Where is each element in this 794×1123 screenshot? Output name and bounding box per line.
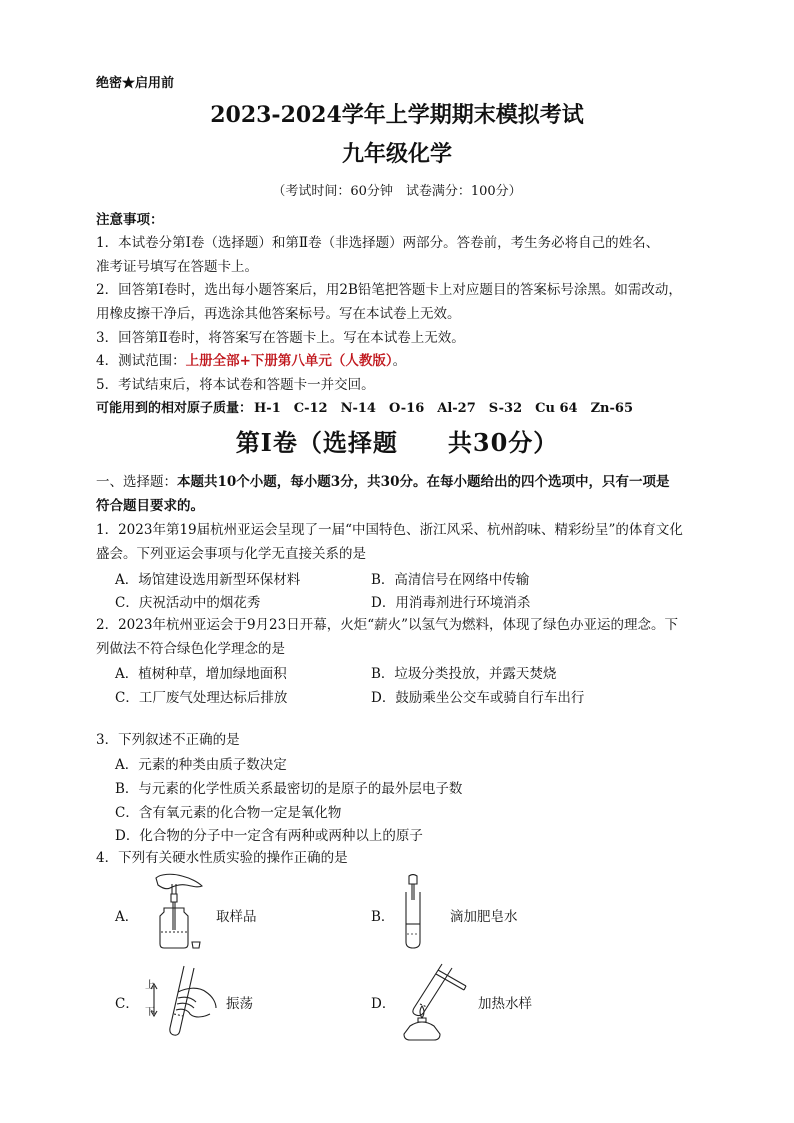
q4-option-c-figure: [140, 962, 220, 1042]
q3-option-c: C．含有氧元素的化合物一定是氧化物: [115, 805, 342, 821]
mass-h: H-1: [254, 401, 281, 416]
q4-option-d-caption: 加热水样: [478, 996, 532, 1012]
q4-stem: 4．下列有关硬水性质实验的操作正确的是: [96, 850, 348, 866]
note-2a: 2．回答第Ⅰ卷时，选出每小题答案后，用2B铅笔把答题卡上对应题目的答案标号涂黑。如需改动，: [96, 282, 682, 298]
q4-option-c-down-label: 下: [145, 1007, 155, 1018]
q4-option-c-up-label: 上: [145, 980, 155, 991]
atomic-masses: [96, 399, 646, 419]
q2-option-a: A．植树种草，增加绿地面积: [115, 666, 287, 682]
q2-option-c: C．工厂废气处理达标后排放: [115, 690, 288, 706]
mass-zn: Zn-65: [590, 401, 633, 416]
note-4-prefix: 4．测试范围：: [96, 353, 186, 369]
mass-al: Al-27: [437, 401, 476, 416]
q1-stem-a: 1．2023年第19届杭州亚运会呈现了一届“中国特色、浙江风采、杭州韵味、精彩纷呈”的体育文化: [96, 522, 683, 538]
q4-option-d-letter: D．: [371, 996, 396, 1012]
mass-s: S-32: [488, 401, 523, 416]
note-3: 3．回答第Ⅱ卷时，将答案写在答题卡上。写在本试卷上无效。: [96, 330, 465, 346]
q3-option-b: B．与元素的化学性质关系最密切的是原子的最外层电子数: [115, 781, 463, 797]
section-intro-b: 符合题目要求的。: [96, 498, 204, 514]
mass-c: C-12: [293, 401, 328, 416]
note-1b: 准考证号填写在答题卡上。: [96, 259, 258, 275]
note-2b: 用橡皮擦干净后，再选涂其他答案标号。写在本试卷上无效。: [96, 306, 461, 322]
q2-option-b: B．垃圾分类投放，并露天焚烧: [371, 666, 557, 682]
note-1a: 1．本试卷分第Ⅰ卷（选择题）和第Ⅱ卷（非选择题）两部分。答卷前，考生务必将自己的姓名、: [96, 235, 660, 251]
q3-option-a: A．元素的种类由质子数决定: [115, 757, 287, 773]
note-4: [96, 351, 406, 371]
confidential-mark: 绝密★启用前: [96, 76, 175, 91]
q1-stem-b: 盛会。下列亚运会事项与化学无直接关系的是: [96, 546, 366, 562]
q1-option-b: B．高清信号在网络中传输: [371, 572, 530, 588]
test-range: 上册全部+下册第八单元（人教版）: [185, 353, 393, 369]
mass-n: N-14: [340, 401, 376, 416]
exam-info: （考试时间：60分钟 试卷满分：100分）: [272, 184, 522, 199]
q1-option-c: C．庆祝活动中的烟花秀: [115, 595, 261, 611]
section-intro-a: [96, 472, 669, 492]
q4-option-c-caption: 振荡: [226, 996, 253, 1012]
q4-option-a-letter: A．: [115, 909, 139, 925]
note-5: 5．考试结束后，将本试卷和答题卡一并交回。: [96, 377, 375, 393]
subject-title: 九年级化学: [341, 141, 452, 167]
q1-option-a: A．场馆建设选用新型环保材料: [115, 572, 301, 588]
mass-o: O-16: [388, 401, 425, 416]
q4-option-a-caption: 取样品: [216, 909, 257, 925]
q2-option-d: D．鼓励乘坐公交车或骑自行车出行: [371, 690, 585, 706]
section-intro-rule: 本题共10个小题，每小题3分，共30分。在每小题给出的四个选项中，只有一项是: [177, 474, 670, 490]
q2-stem-a: 2．2023年杭州亚运会于9月23日开幕，火炬“薪火”以氢气为燃料，体现了绿色办亚运的理念。下: [96, 617, 679, 633]
q4-option-b-caption: 滴加肥皂水: [450, 909, 518, 925]
atomic-masses-label: 可能用到的相对原子质量：: [96, 401, 253, 416]
q3-option-d: D．化合物的分子中一定含有两种或两种以上的原子: [115, 828, 423, 844]
q4-option-d-figure: [396, 960, 472, 1042]
q3-stem: 3．下列叙述不正确的是: [96, 732, 240, 748]
exam-title: 2023-2024学年上学期期末模拟考试: [210, 102, 584, 128]
q4-option-a-figure: [142, 872, 208, 952]
section-intro-prefix: 一、选择题：: [96, 474, 177, 490]
q4-option-b-figure: [398, 874, 428, 950]
q4-option-c-letter: C．: [115, 996, 139, 1012]
note-4-suffix: 。: [392, 353, 407, 369]
q1-option-d: D．用消毒剂进行环境消杀: [371, 595, 531, 611]
notes-heading: 注意事项：: [96, 212, 164, 228]
mass-cu: Cu 64: [535, 401, 578, 416]
q2-stem-b: 列做法不符合绿色化学理念的是: [96, 641, 285, 657]
q4-option-b-letter: B．: [371, 909, 395, 925]
section-title: 第Ⅰ卷（选择题 共30分）: [235, 428, 559, 457]
